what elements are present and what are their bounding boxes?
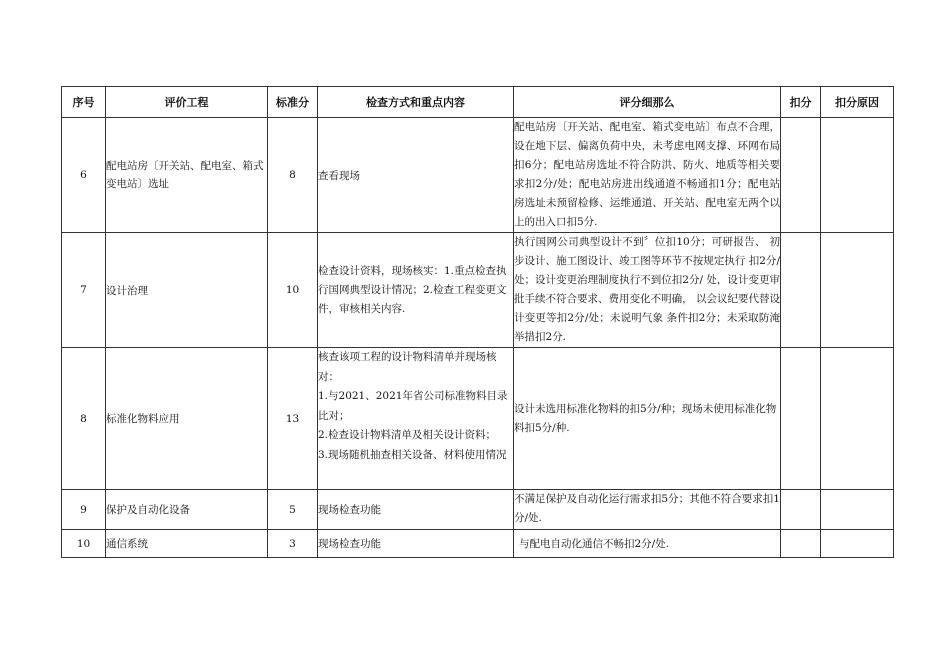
- row-score: 5: [268, 490, 318, 530]
- header-method: 检查方式和重点内容: [318, 87, 514, 118]
- header-no: 序号: [62, 87, 106, 118]
- row-deduct: [781, 348, 821, 490]
- row-deduct: [781, 118, 821, 233]
- row-item: 设计治理: [106, 233, 268, 348]
- row-score: 3: [268, 530, 318, 558]
- table-row: [62, 233, 894, 348]
- row-deduct: [781, 530, 821, 558]
- row-detail: 设计未选用标准化物料的扣5分/种；现场未使用标准化物料扣5分/种.: [514, 348, 781, 490]
- row-reason: [821, 348, 894, 490]
- evaluation-table: [61, 86, 894, 558]
- row-score: 10: [268, 233, 318, 348]
- row-no: 10: [62, 530, 106, 558]
- row-item: 通信系统: [106, 530, 268, 558]
- method-line: 核查该项工程的设计物料清单并现场核对：: [318, 351, 497, 383]
- row-method: 查看现场: [318, 118, 514, 233]
- table-row: [62, 530, 894, 558]
- method-line: 2.检查设计物料清单及相关设计资料；: [318, 429, 497, 441]
- row-score: 13: [268, 348, 318, 490]
- header-item: 评价工程: [106, 87, 268, 118]
- header-deduct: 扣分: [781, 87, 821, 118]
- row-reason: [821, 233, 894, 348]
- method-line: 3.现场随机抽查相关设备、材料使用情况: [318, 448, 507, 461]
- row-item: 标准化物料应用: [106, 348, 268, 490]
- row-reason: [821, 118, 894, 233]
- row-deduct: [781, 233, 821, 348]
- table-row: [62, 348, 894, 490]
- header-detail: 评分细那么: [514, 87, 781, 118]
- row-method: 现场检查功能: [318, 530, 514, 558]
- row-reason: [821, 490, 894, 530]
- table-header-row: [62, 87, 894, 118]
- row-item: 保护及自动化设备: [106, 490, 268, 530]
- row-detail: 执行国网公司典型设计不到〞位扣10分；可研报告、 初步设计、施工图设计、竣工图等环节不按规定执行 扣2分/处；设计变更治理制度执行不到位扣2分/ 处，设计变更审批手续不符合要求、费用变化不明确， 以会议纪要代替设计变更等扣2分/处；未说明气象 条件扣2分；未采取防淹举措扣2分.: [514, 233, 781, 348]
- table-row: [62, 490, 894, 530]
- row-reason: [821, 530, 894, 558]
- row-no: 9: [62, 490, 106, 530]
- row-score: 8: [268, 118, 318, 233]
- row-detail: 配电站房〔开关站、配电室、箱式变电站〕布点不合理，设在地下层、偏离负荷中央，未考虑电网支撑、环网布局扣6分；配电站房选址不符合防洪、防火、地质等相关要求扣2分/处；配电站房进出线通道不畅通扣1分；配电站房选址未预留检修、运维通道、开关站、配电室无两个以上的出入口扣5分.: [514, 118, 781, 233]
- row-method: 检查设计资料，现场核实：1.重点检查执行国网典型设计情况；2.检查工程变更文件，审核相关内容.: [318, 233, 514, 348]
- table-row: [62, 118, 894, 233]
- method-line: 1.与2021、2021年省公司标准物料目录比对；: [318, 390, 508, 422]
- row-detail: 与配电自动化通信不畅扣2分/处.: [514, 530, 781, 558]
- row-item: 配电站房〔开关站、配电室、箱式变电站〕选址: [106, 118, 268, 233]
- row-detail: 不满足保护及自动化运行需求扣5分；其他不符合要求扣1分/处.: [514, 490, 781, 530]
- row-deduct: [781, 490, 821, 530]
- row-no: 6: [62, 118, 106, 233]
- row-method: [318, 348, 514, 490]
- header-score: 标准分: [268, 87, 318, 118]
- row-no: 7: [62, 233, 106, 348]
- row-method: 现场检查功能: [318, 490, 514, 530]
- header-reason: 扣分原因: [821, 87, 894, 118]
- row-no: 8: [62, 348, 106, 490]
